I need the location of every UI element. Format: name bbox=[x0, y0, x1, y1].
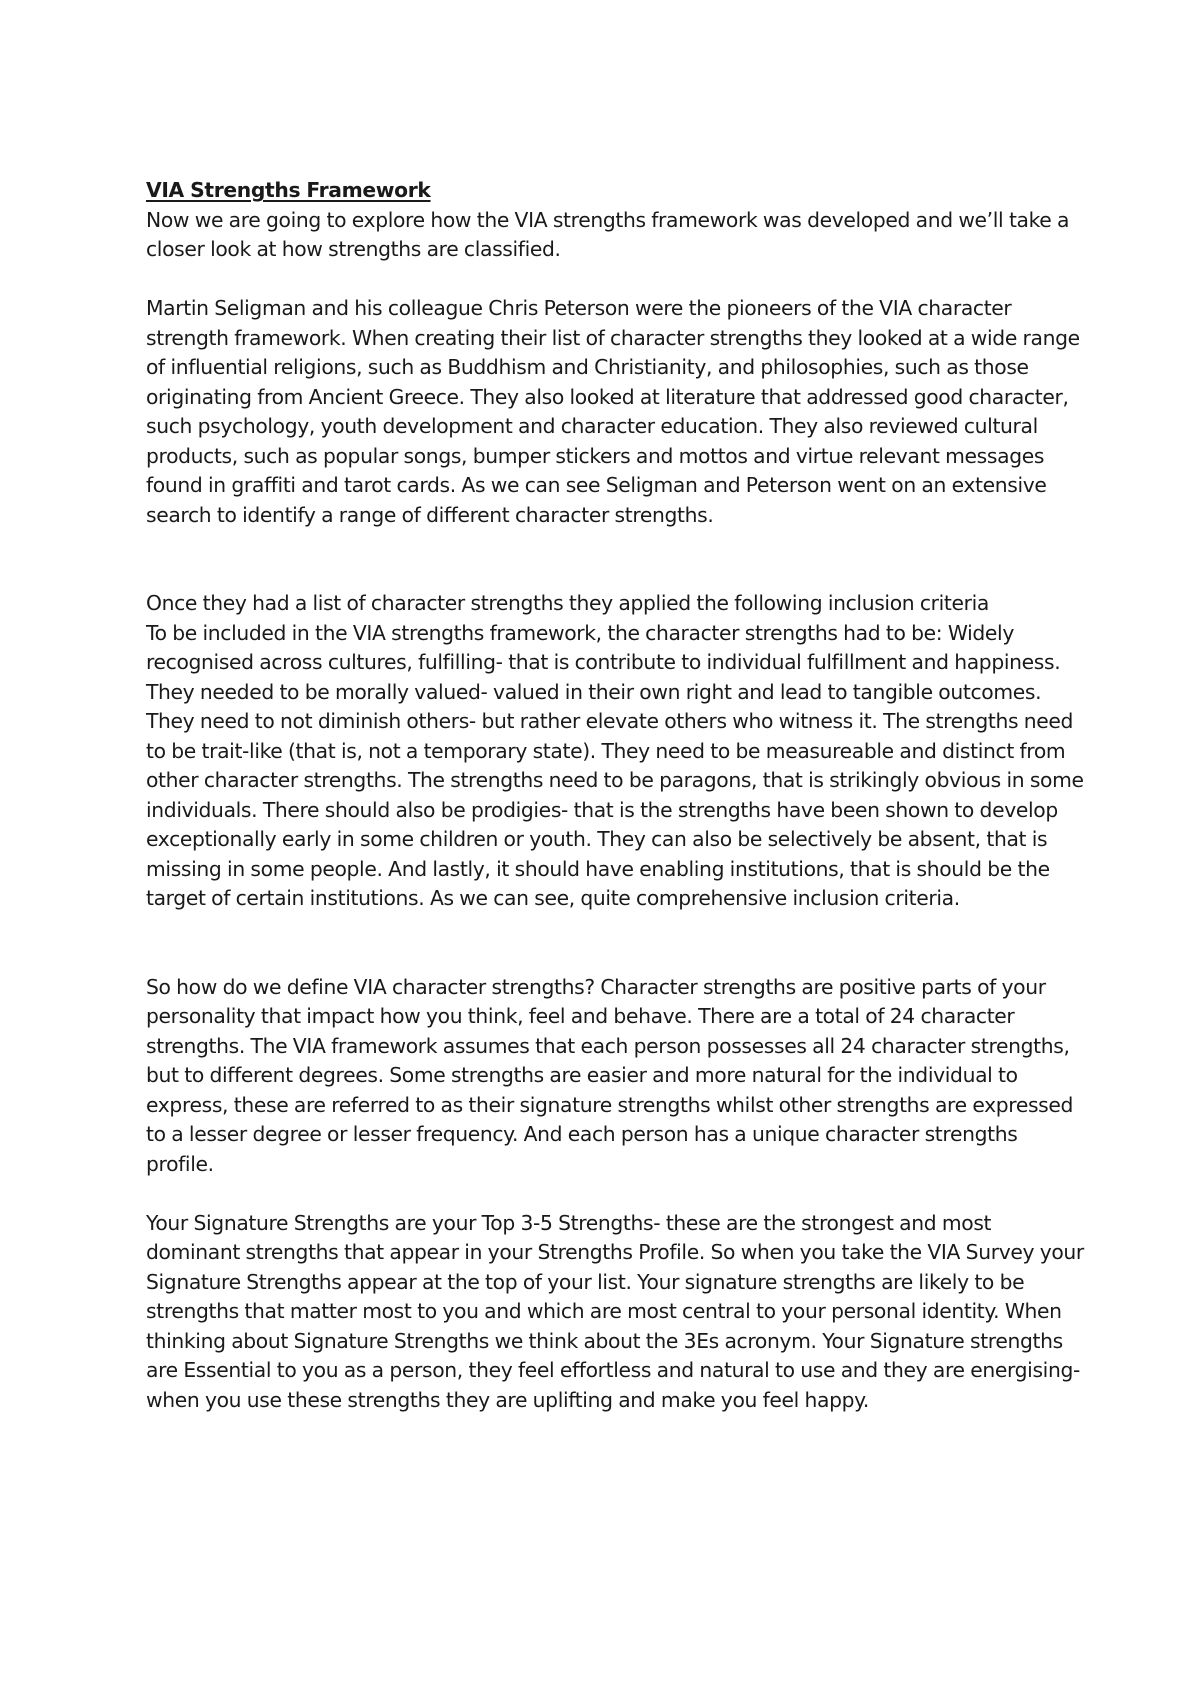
document-body bbox=[146, 176, 1086, 1415]
paragraph-pioneers: Martin Seligman and his colleague Chris Peterson were the pioneers of the VIA character strength framework. When creating their list of character strengths they looked at a wide range of influential religions, such as Buddhism and Christianity, and philosophies, such as those originating from Ancient Greece. They also looked at literature that addressed good character, such psychology, youth development and character education. They also reviewed cultural products, such as popular songs, bumper stickers and mottos and virtue relevant messages found in graffiti and tarot cards. As we can see Seligman and Peterson went on an extensive search to identify a range of different character strengths. bbox=[146, 296, 1080, 527]
paragraph-inclusion-lead: Once they had a list of character strengths they applied the following inclusion criteria bbox=[146, 591, 990, 615]
paragraph-definition: So how do we define VIA character strengths? Character strengths are positive parts of your personality that impact how you think, feel and behave. There are a total of 24 character strengths. The VIA framework assumes that each person possesses all 24 character strengths, but to different degrees. Some strengths are easier and more natural for the individual to express, these are referred to as their signature strengths whilst other strengths are expressed to a lesser degree or lesser frequency. And each person has a unique character strengths profile. bbox=[146, 974, 1074, 1176]
document-title: VIA Strengths Framework bbox=[146, 178, 431, 202]
paragraph-signature-strengths: Your Signature Strengths are your Top 3-5 Strengths- these are the strongest and most dominant strengths that appear in your Strengths Profile. So when you take the VIA Survey your Signature Strengths appear at the top of your list. Your signature strengths are likely to be strengths that matter most to you and which are most central to your personal identity. When thinking about Signature Strengths we think about the 3Es acronym. Your Signature strengths are Essential to you as a person, they feel effortless and natural to use and they are energising- when you use these strengths they are uplifting and make you feel happy. bbox=[146, 1210, 1084, 1412]
paragraph-intro: Now we are going to explore how the VIA strengths framework was developed and we’ll take a closer look at how strengths are classified. bbox=[146, 207, 1070, 261]
paragraph-inclusion-criteria: To be included in the VIA strengths framework, the character strengths had to be: Widely recognised across cultures, fulfilling- that is contribute to individual fulfillment and happiness. They needed to be morally valued- valued in their own right and lead to tangible outcomes. They need to not diminish others- but rather elevate others who witness it. The strengths need to be trait-like (that is, not a temporary state). They need to be measureable and distinct from other character strengths. The strengths need to be paragons, that is strikingly obvious in some individuals. There should also be prodigies- that is the strengths have been shown to develop exceptionally early in some children or youth. They can also be selectively be absent, that is missing in some people. And lastly, it should have enabling institutions, that is should be the target of certain institutions. As we can see, quite comprehensive inclusion criteria. bbox=[146, 620, 1084, 910]
